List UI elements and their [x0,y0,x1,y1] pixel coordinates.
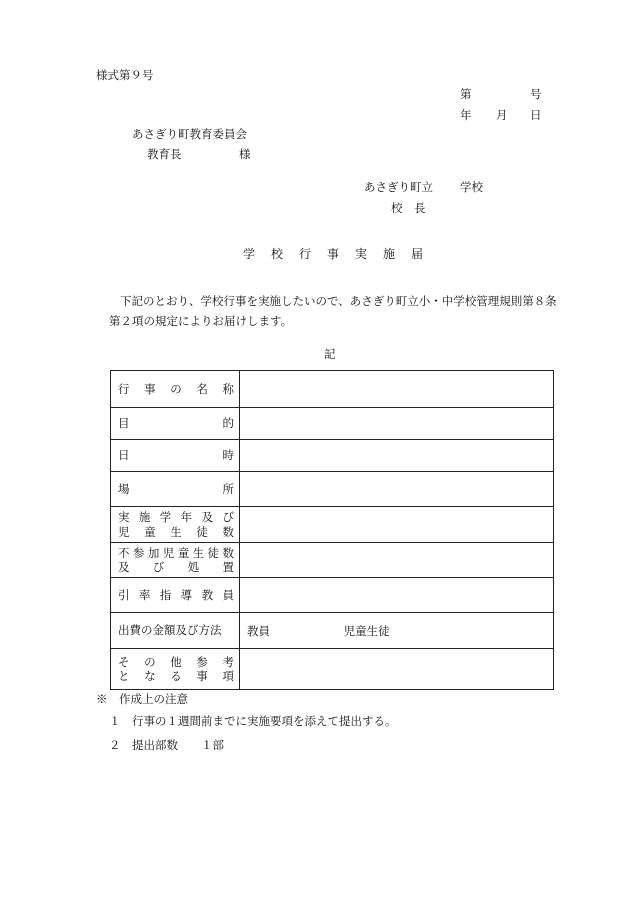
sender-school-suffix: 学校 [460,180,483,194]
row-label [111,440,240,472]
form-number: 様式第９号 [96,68,154,82]
note-item: ２ 提出部数 １部 [109,738,224,752]
row-label [111,472,240,507]
body-line-2: 第２項の規定によりお届けします。 [109,314,293,328]
date-year: 年 [460,108,472,122]
row-label-text: 場 所 [118,481,234,496]
row-value-field[interactable] [240,472,554,507]
table-row [111,543,554,578]
row-label [111,507,240,543]
row-label-text: 目 的 [118,416,234,431]
row-label-text: 行 事 の 名 称 [118,381,234,396]
ki-label: 記 [324,347,336,361]
table-row [111,578,554,613]
table-row [111,408,554,440]
recipient-org: あさぎり町教育委員会 [132,127,247,141]
expense-teacher-label: 教員 [247,623,270,638]
row-label [111,543,240,578]
table-row [111,472,554,507]
table-row [111,507,554,543]
row-label-line: そ の 他 参 考 [118,654,234,669]
row-value-field[interactable] [240,543,554,578]
document-title: 学校行事実施届 [243,247,440,261]
row-label [111,408,240,440]
row-label-line: 児 童 生 徒 数 [118,524,234,539]
doc-number-prefix: 第 [460,87,472,101]
row-value-field[interactable] [240,613,554,649]
table-row [111,649,554,690]
recipient-honorific: 様 [239,147,251,161]
row-label [111,613,240,649]
date-month: 月 [496,108,508,122]
note-item: １ 行事の１週間前までに実施要項を添えて提出する。 [109,714,397,728]
body-line-1: 下記のとおり、学校行事を実施したいので、あさぎり町立小・中学校管理規則第８条 [120,294,557,308]
row-label-line: 実 施 学 年 及 び [118,510,234,525]
sender-school-prefix: あさぎり町立 [364,180,433,194]
form-table [110,370,554,690]
sender-principal: 校 長 [391,201,426,215]
row-label [111,649,240,690]
recipient-title: 教育長 [147,147,182,161]
row-value-field[interactable] [240,408,554,440]
row-label-text: 引 率 指 導 教 員 [118,587,234,602]
row-label-line: と な る 事 項 [118,669,234,683]
row-value-field[interactable] [240,649,554,690]
row-label-text: 出費の金額及び方法 [118,623,222,638]
row-value-field[interactable] [240,440,554,472]
table-row [111,440,554,472]
table-row [111,613,554,649]
date-day: 日 [530,108,542,122]
row-label [111,371,240,408]
row-value-field[interactable] [240,578,554,613]
row-value-field[interactable] [240,371,554,408]
expense-student-label: 児童生徒 [343,623,390,638]
row-label-line: 及 び 処 置 [118,560,234,574]
notes-heading: ※ 作成上の注意 [96,692,188,706]
row-label [111,578,240,613]
row-value-field[interactable] [240,507,554,543]
row-label-text: 日 時 [118,448,234,463]
table-row [111,371,554,408]
doc-number-suffix: 号 [530,87,542,101]
row-label-line: 不 参 加 児 童 生 徒 数 [118,545,234,560]
